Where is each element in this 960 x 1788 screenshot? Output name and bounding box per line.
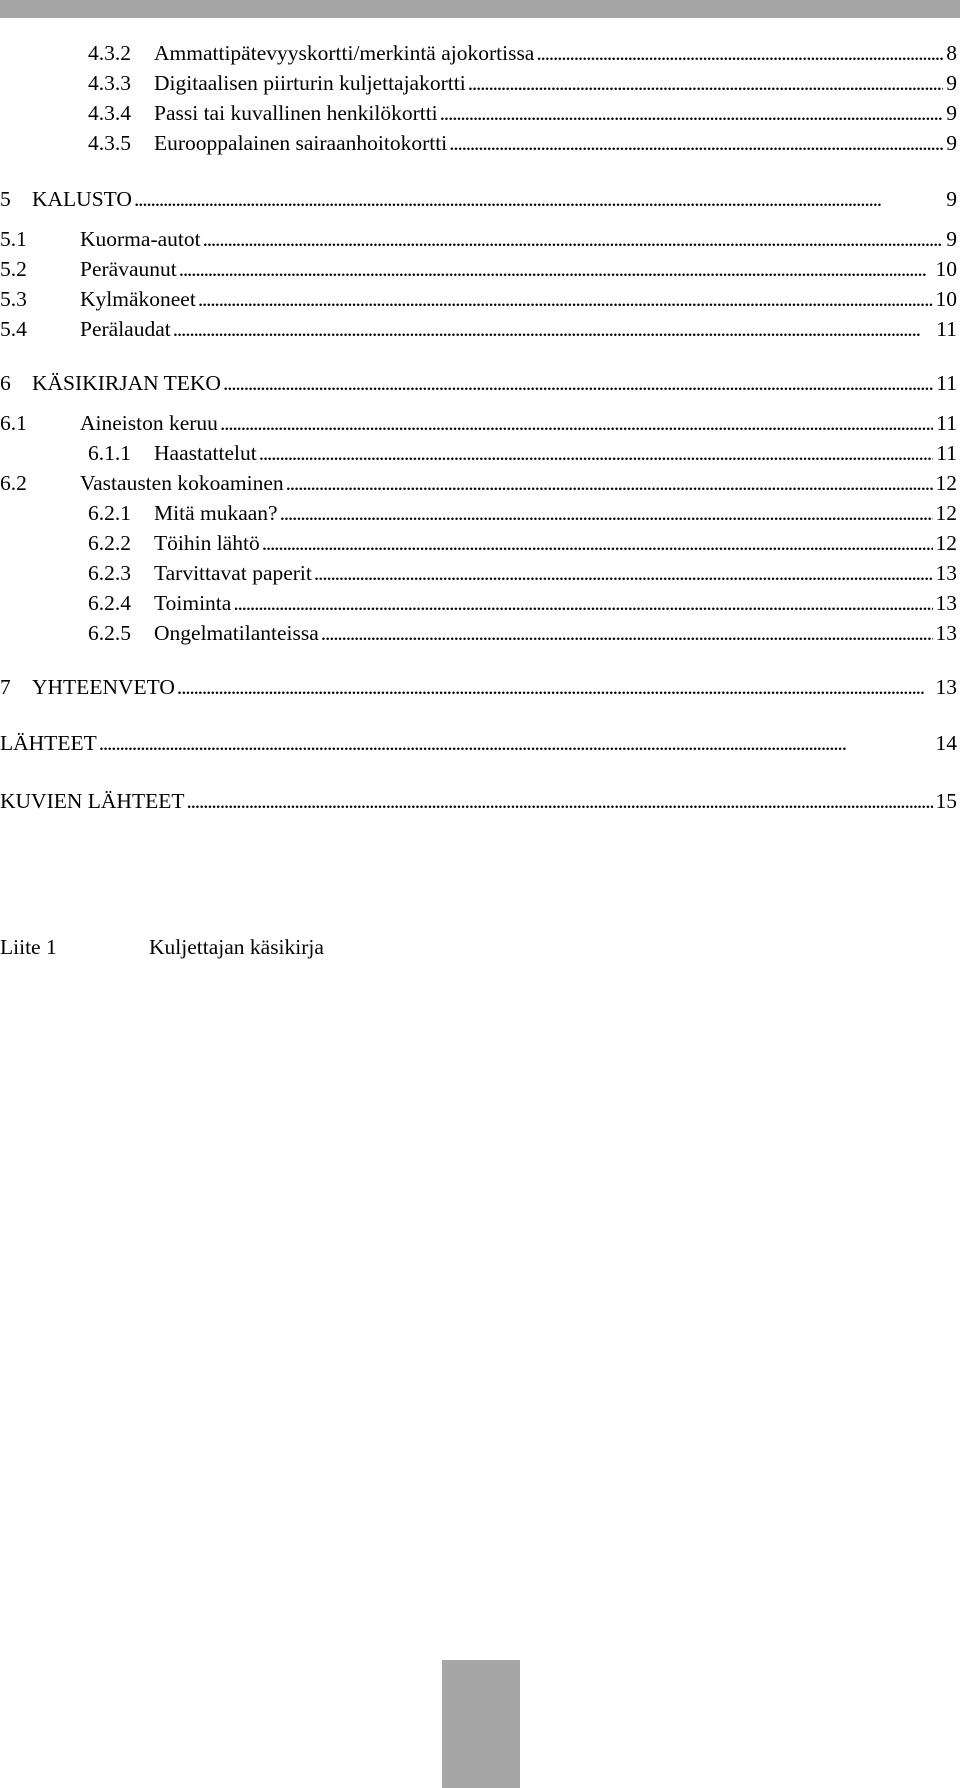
toc-entry[interactable] [0,312,957,342]
page-footer-tab [442,1660,520,1788]
toc-title: Digitaalisen piirturin kuljettajakortti [154,71,466,95]
toc-page-number: 13 [935,561,957,585]
dot-leader [280,500,933,526]
toc-title: LÄHTEET [0,731,97,755]
toc-page-number: 11 [936,441,957,465]
toc-entry[interactable] [0,406,957,436]
toc-title: Mitä mukaan? [154,501,278,525]
toc-entry[interactable] [88,586,957,616]
toc-page-number: 9 [946,101,957,125]
toc-number: 7 [0,675,11,699]
toc-page-number: 11 [936,371,957,395]
toc-entry[interactable] [88,526,957,556]
toc-number: 6.2.2 [88,531,131,555]
toc-title: Passi tai kuvallinen henkilökortti [154,101,438,125]
dot-leader [449,130,943,156]
dot-leader [233,590,932,616]
toc-page-number: 13 [935,591,957,615]
toc-title: Toiminta [154,591,232,615]
toc-page-number: 9 [946,131,957,155]
toc-entry[interactable] [0,670,957,700]
toc-page-number: 11 [936,317,957,341]
toc-page-number: 14 [935,731,957,755]
toc-number: 4.3.2 [88,41,131,65]
toc-number: 5.2 [0,257,27,281]
toc-title: Ongelmatilanteissa [154,621,319,645]
toc-entry[interactable] [88,556,957,586]
dot-leader [179,256,933,282]
toc-entry[interactable] [88,616,957,646]
toc-page-number: 12 [935,471,957,495]
toc-number: 6.2.1 [88,501,131,525]
top-bar [0,0,960,18]
dot-leader [468,70,944,96]
dot-leader [321,620,933,646]
toc-page-number: 12 [935,531,957,555]
toc-page-number: 9 [946,187,957,211]
dot-leader [223,370,933,396]
toc-entry[interactable] [88,96,957,126]
toc-entry[interactable] [0,726,957,756]
toc-number: 5.3 [0,287,27,311]
toc-entry[interactable] [0,282,957,312]
toc-page-number: 13 [935,621,957,645]
dot-leader [173,316,934,342]
toc-entry[interactable] [0,784,957,814]
toc-page-number: 10 [935,287,957,311]
toc-entry[interactable] [88,496,957,526]
toc-number: 6.2.5 [88,621,131,645]
toc-number: 5.4 [0,317,27,341]
toc-entry[interactable] [0,222,957,252]
toc-number: 6.2 [0,471,27,495]
toc-page-number: 15 [935,789,957,813]
toc-entry[interactable] [88,36,957,66]
toc-number: 4.3.4 [88,101,131,125]
toc-title: KÄSIKIRJAN TEKO [32,371,221,395]
toc-title: Töihin lähtö [154,531,260,555]
toc-entry[interactable] [88,66,957,96]
toc-title: KALUSTO [32,187,132,211]
toc-number: 6.1.1 [88,441,131,465]
toc-number: 6 [0,371,11,395]
toc-title: Perävaunut [80,257,177,281]
toc-title: Haastattelut [154,441,257,465]
dot-leader [99,730,933,756]
appendix-label: Liite 1 [0,935,57,959]
toc-title: Vastausten kokoaminen [80,471,284,495]
toc-entry[interactable] [0,252,957,282]
toc-title: Eurooppalainen sairaanhoitokortti [154,131,448,155]
toc-page-number: 10 [935,257,957,281]
toc-title: KUVIEN LÄHTEET [0,789,185,813]
dot-leader [259,440,934,466]
toc-number: 6.2.4 [88,591,131,615]
toc-page-number: 13 [935,675,957,699]
toc-number: 4.3.5 [88,131,131,155]
dot-leader [220,410,933,436]
dot-leader [187,788,933,814]
toc-title: Kuorma-autot [80,227,201,251]
toc-number: 4.3.3 [88,71,131,95]
toc-number: 5 [0,187,11,211]
toc-entry[interactable] [88,436,957,466]
toc-entry[interactable] [0,366,957,396]
dot-leader [314,560,933,586]
toc-entry[interactable] [0,466,957,496]
toc-number: 6.2.3 [88,561,131,585]
dot-leader [203,226,944,252]
toc-title: YHTEENVETO [32,675,175,699]
toc-title: Aineiston keruu [80,411,218,435]
dot-leader [536,40,943,66]
toc-entry[interactable] [88,126,957,156]
dot-leader [440,100,944,126]
toc-number: 5.1 [0,227,27,251]
toc-number: 6.1 [0,411,27,435]
toc-page-number: 9 [946,227,957,251]
toc-page-number: 9 [946,71,957,95]
toc-title: Tarvittavat paperit [154,561,312,585]
dot-leader [262,530,933,556]
toc-page-number: 8 [946,41,957,65]
appendix-title: Kuljettajan käsikirja [149,935,324,959]
appendix-entry [0,932,600,962]
dot-leader [177,674,933,700]
dot-leader [286,470,933,496]
toc-title: Ammattipätevyyskortti/merkintä ajokortissa [154,41,535,65]
toc-entry[interactable] [0,182,957,212]
toc-title: Perälaudat [80,317,171,341]
dot-leader [134,186,943,212]
toc-page-number: 12 [935,501,957,525]
toc-page-number: 11 [936,411,957,435]
dot-leader [198,286,933,312]
toc-title: Kylmäkoneet [80,287,196,311]
